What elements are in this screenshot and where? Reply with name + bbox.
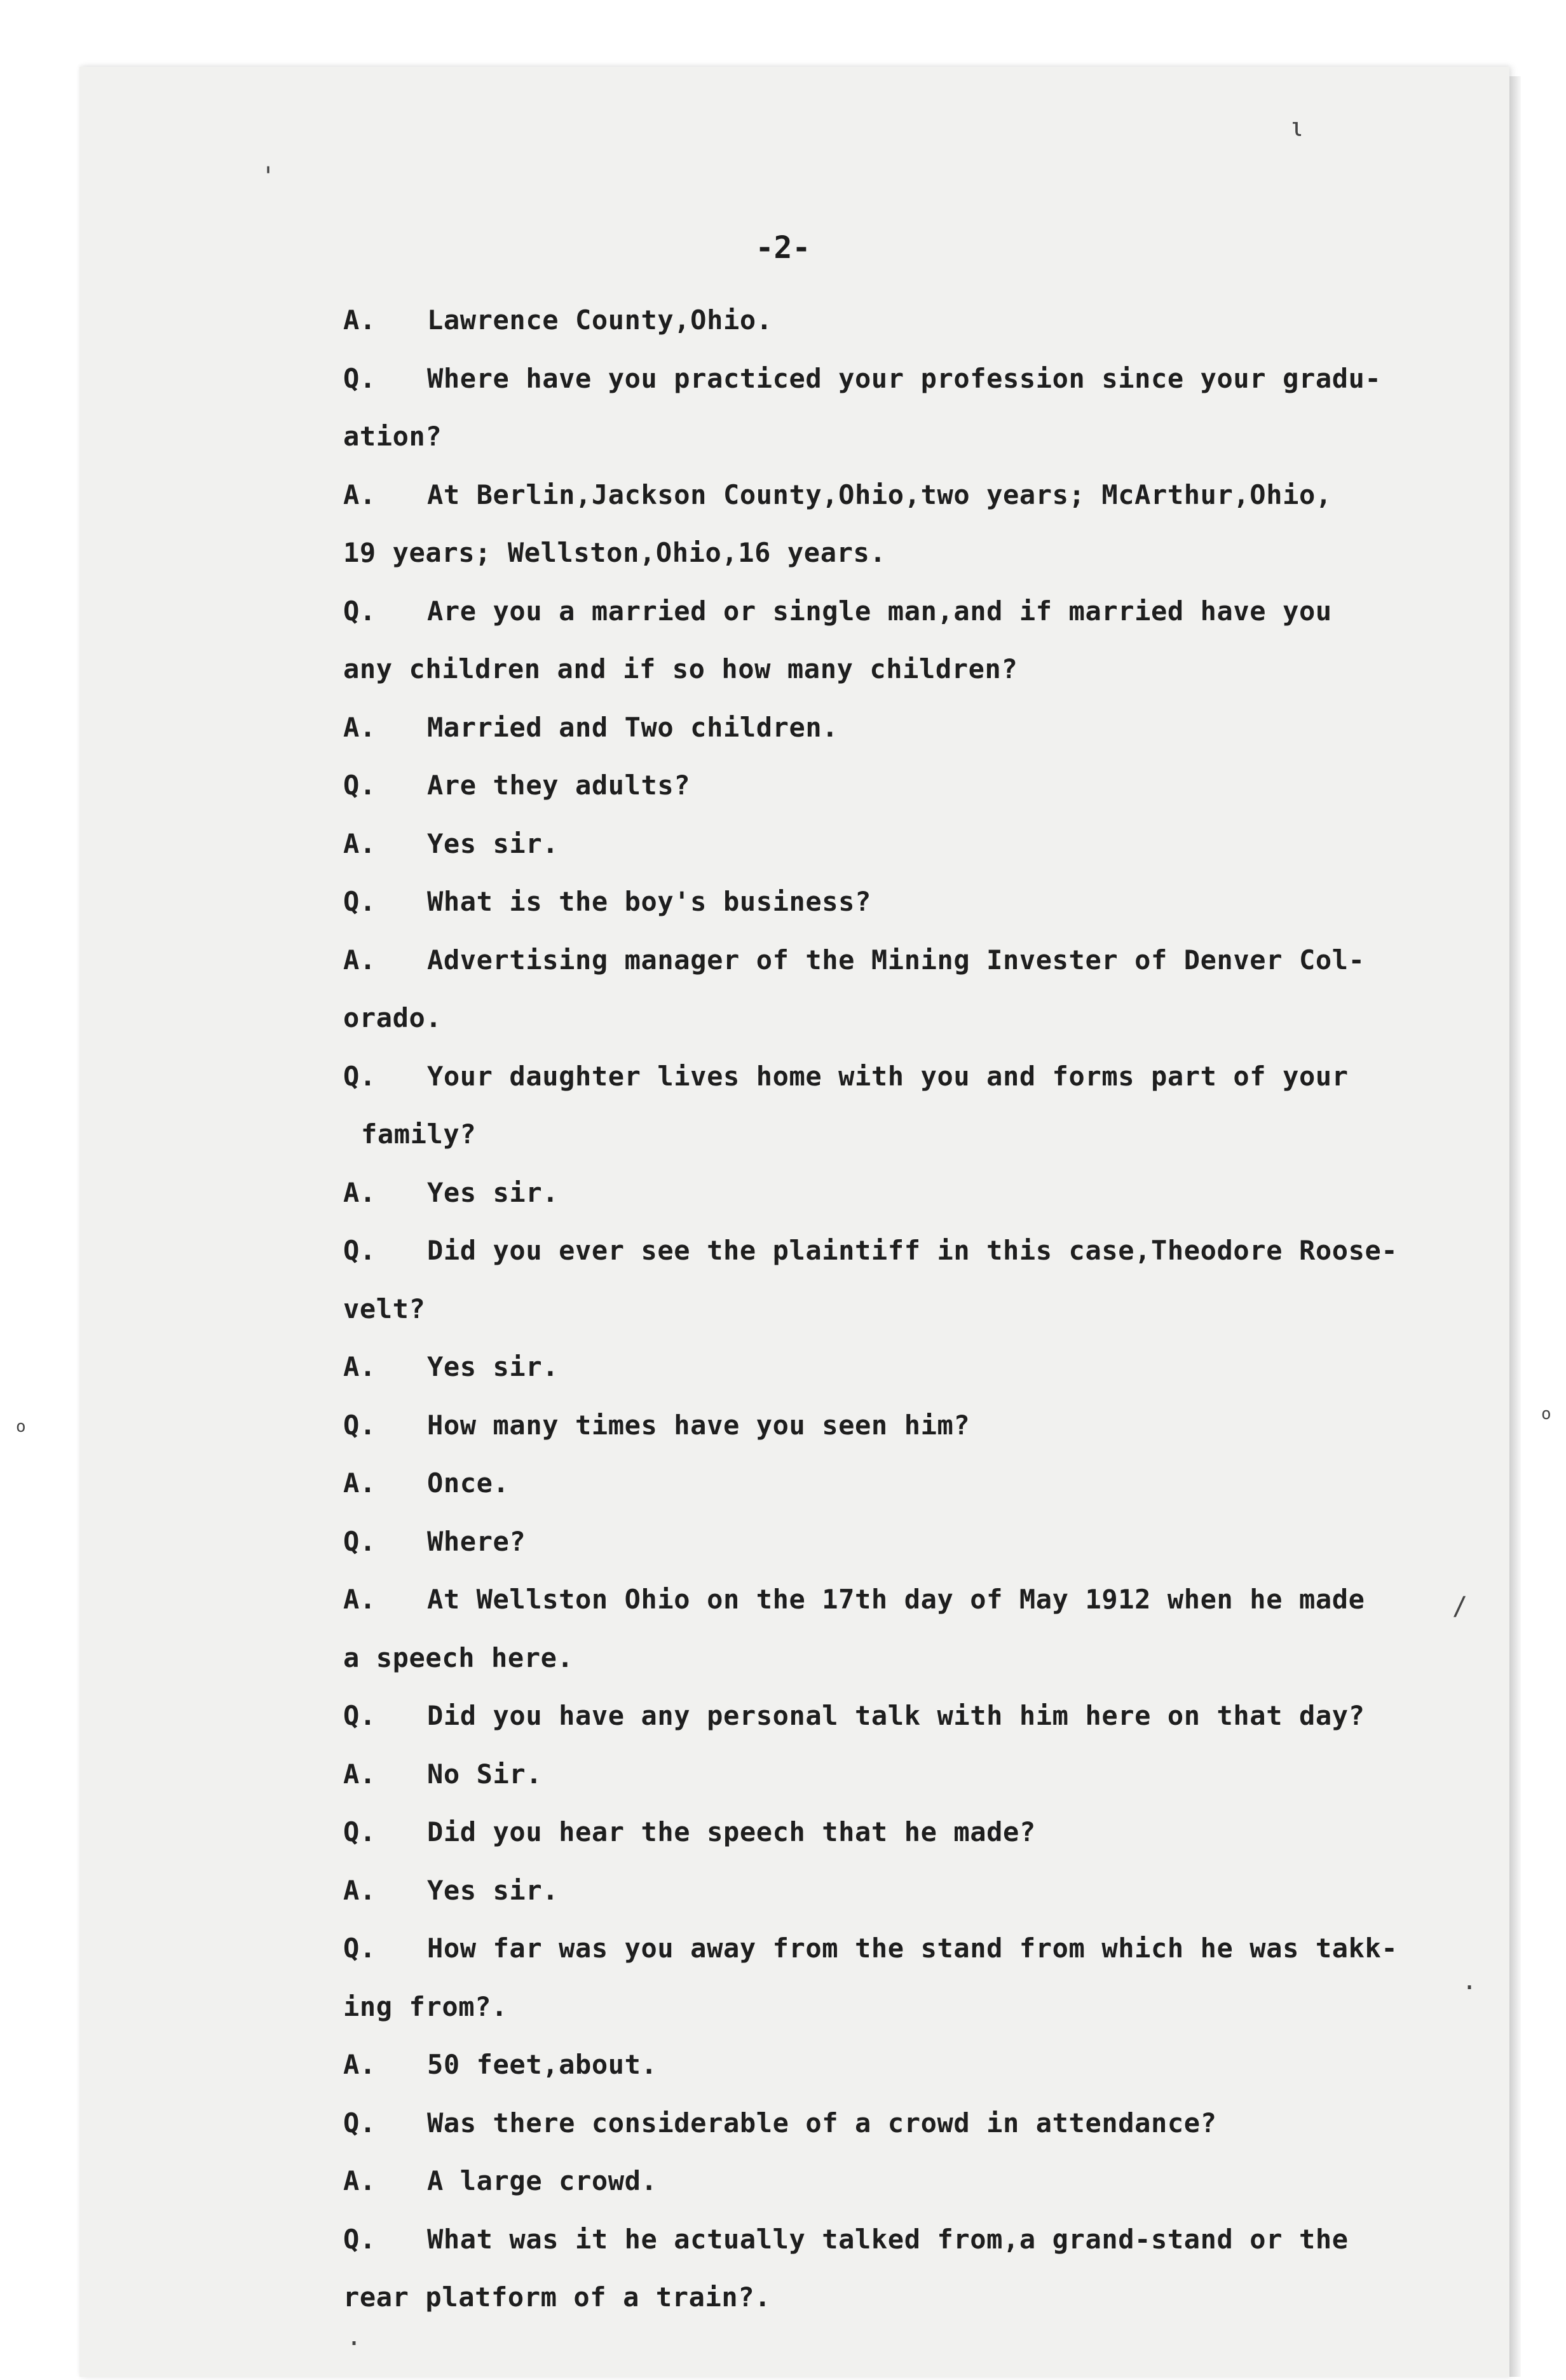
entry-text: Are they adults?	[427, 770, 691, 801]
entry-text: No Sir.	[427, 1758, 543, 1790]
speaker-label: A.	[343, 827, 376, 859]
speaker-label: Q.	[343, 1409, 376, 1441]
entry-first-line	[343, 756, 1436, 815]
entry-continuation-line: a speech here.	[343, 1642, 574, 1673]
entry-continuation-line: rear platform of a train?.	[343, 2281, 772, 2313]
entry-text: Lawrence County,Ohio.	[427, 304, 773, 336]
speaker-label: Q.	[343, 1525, 376, 1557]
answer-entry	[343, 2152, 1436, 2210]
question-entry	[343, 2094, 1436, 2152]
answer-entry	[343, 1861, 1436, 1920]
speaker-label: Q.	[343, 362, 376, 394]
entry-first-line	[343, 350, 1436, 408]
speaker-label: A.	[343, 711, 376, 743]
question-entry	[343, 1803, 1436, 1861]
speaker-label: A.	[343, 1758, 376, 1790]
entry-text: How far was you away from the stand from which he was takk-	[427, 1933, 1398, 1964]
entry-continuation-line: any children and if so how many children?	[343, 653, 1018, 684]
entry-text: A large crowd.	[427, 2165, 658, 2196]
entry-first-line	[343, 2210, 1436, 2269]
entry-text: Where have you practiced your profession since your gradu-	[427, 362, 1382, 394]
entry-continuation-line: ing from?.	[343, 1990, 508, 2022]
speaker-label: A.	[343, 1351, 376, 1382]
speaker-label: Q.	[343, 886, 376, 917]
speaker-label: Q.	[343, 1060, 376, 1092]
speaker-label: Q.	[343, 2107, 376, 2139]
speaker-label: A.	[343, 2049, 376, 2080]
answer-entry	[343, 1454, 1436, 1513]
speaker-label: A.	[343, 1176, 376, 1208]
speaker-label: A.	[343, 1584, 376, 1615]
entry-first-line	[343, 1513, 1436, 1571]
answer-entry	[343, 1745, 1436, 1804]
speaker-label: Q.	[343, 1700, 376, 1731]
entry-text: 50 feet,about.	[427, 2049, 658, 2080]
question-entry	[343, 1047, 1436, 1164]
entry-text: Yes sir.	[427, 1351, 559, 1382]
entry-text: At Berlin,Jackson County,Ohio,two years; McArthur,Ohio,	[427, 479, 1332, 510]
entry-text: At Wellston Ohio on the 17th day of May 1912 when he made	[427, 1584, 1365, 1615]
entry-text: How many times have you seen him?	[427, 1409, 970, 1441]
entry-text: Your daughter lives home with you and forms part of your	[427, 1060, 1349, 1092]
question-entry	[343, 756, 1436, 815]
entry-first-line	[343, 873, 1436, 931]
entry-text: Advertising manager of the Mining Invester of Denver Col-	[427, 944, 1365, 976]
answer-entry	[343, 931, 1436, 1047]
entry-continuation-line: ation?	[343, 421, 442, 452]
entry-first-line	[343, 582, 1436, 641]
answer-entry	[343, 2036, 1436, 2094]
speaker-label: Q.	[343, 1933, 376, 1964]
entry-first-line	[343, 1221, 1436, 1280]
question-entry	[343, 350, 1436, 466]
margin-mark: ·	[1462, 1973, 1478, 2003]
margin-mark: ι	[1289, 113, 1305, 142]
question-entry	[343, 1687, 1436, 1745]
speaker-label: Q.	[343, 1235, 376, 1266]
punch-hole: o	[16, 1417, 26, 1436]
entry-first-line	[343, 291, 1436, 350]
entry-text: Did you ever see the plaintiff in this case,Theodore Roose-	[427, 1235, 1398, 1266]
margin-mark: ·	[346, 2329, 362, 2358]
speaker-label: A.	[343, 1874, 376, 1906]
entry-first-line	[343, 1861, 1436, 1920]
entry-text: Where?	[427, 1525, 526, 1557]
entry-first-line	[343, 1919, 1436, 1978]
speaker-label: A.	[343, 479, 376, 510]
entry-text: Are you a married or single man,and if married have you	[427, 595, 1332, 627]
entry-first-line	[343, 1454, 1436, 1513]
speaker-label: A.	[343, 944, 376, 976]
entry-first-line	[343, 2094, 1436, 2152]
entry-text: Yes sir.	[427, 1176, 559, 1208]
entry-first-line	[343, 1803, 1436, 1861]
entry-first-line	[343, 815, 1436, 873]
entry-text: Once.	[427, 1467, 510, 1499]
deposition-transcript	[343, 291, 1436, 2327]
entry-continuation-line: family?	[361, 1119, 477, 1150]
entry-text: Did you hear the speech that he made?	[427, 1816, 1036, 1847]
answer-entry	[343, 1338, 1436, 1396]
answer-entry	[343, 291, 1436, 350]
entry-text: Was there considerable of a crowd in attendance?	[427, 2107, 1217, 2139]
entry-first-line	[343, 1338, 1436, 1396]
answer-entry	[343, 1570, 1436, 1687]
speaker-label: A.	[343, 1467, 376, 1499]
entry-first-line	[343, 1047, 1436, 1106]
question-entry	[343, 1513, 1436, 1571]
margin-mark: '	[261, 162, 276, 191]
entry-text: Yes sir.	[427, 827, 559, 859]
question-entry	[343, 582, 1436, 698]
question-entry	[343, 873, 1436, 931]
entry-text: What is the boy's business?	[427, 886, 871, 917]
entry-text: Married and Two children.	[427, 711, 839, 743]
entry-first-line	[343, 1570, 1436, 1629]
answer-entry	[343, 1164, 1436, 1222]
entry-first-line	[343, 1745, 1436, 1804]
page-edge	[1509, 76, 1521, 2377]
entry-first-line	[343, 1687, 1436, 1745]
entry-first-line	[343, 2036, 1436, 2094]
entry-text: Yes sir.	[427, 1874, 559, 1906]
punch-hole: o	[1541, 1404, 1551, 1424]
entry-first-line	[343, 698, 1436, 757]
speaker-label: A.	[343, 304, 376, 336]
speaker-label: A.	[343, 2165, 376, 2196]
margin-mark: /	[1452, 1592, 1468, 1621]
entry-first-line	[343, 1164, 1436, 1222]
answer-entry	[343, 698, 1436, 757]
entry-continuation-line: velt?	[343, 1293, 426, 1324]
entry-text: What was it he actually talked from,a grand-stand or the	[427, 2223, 1349, 2255]
answer-entry	[343, 466, 1436, 582]
entry-continuation-line: orado.	[343, 1002, 442, 1033]
entry-text: Did you have any personal talk with him here on that day?	[427, 1700, 1365, 1731]
speaker-label: Q.	[343, 770, 376, 801]
speaker-label: Q.	[343, 1816, 376, 1847]
question-entry	[343, 1919, 1436, 2036]
speaker-label: Q.	[343, 2223, 376, 2255]
entry-first-line	[343, 1396, 1436, 1455]
entry-first-line	[343, 466, 1436, 524]
entry-first-line	[343, 931, 1436, 989]
entry-first-line	[343, 2152, 1436, 2210]
question-entry	[343, 1396, 1436, 1455]
question-entry	[343, 2210, 1436, 2327]
question-entry	[343, 1221, 1436, 1338]
answer-entry	[343, 815, 1436, 873]
entry-continuation-line: 19 years; Wellston,Ohio,16 years.	[343, 537, 887, 568]
page-number: -2-	[755, 230, 811, 266]
speaker-label: Q.	[343, 595, 376, 627]
